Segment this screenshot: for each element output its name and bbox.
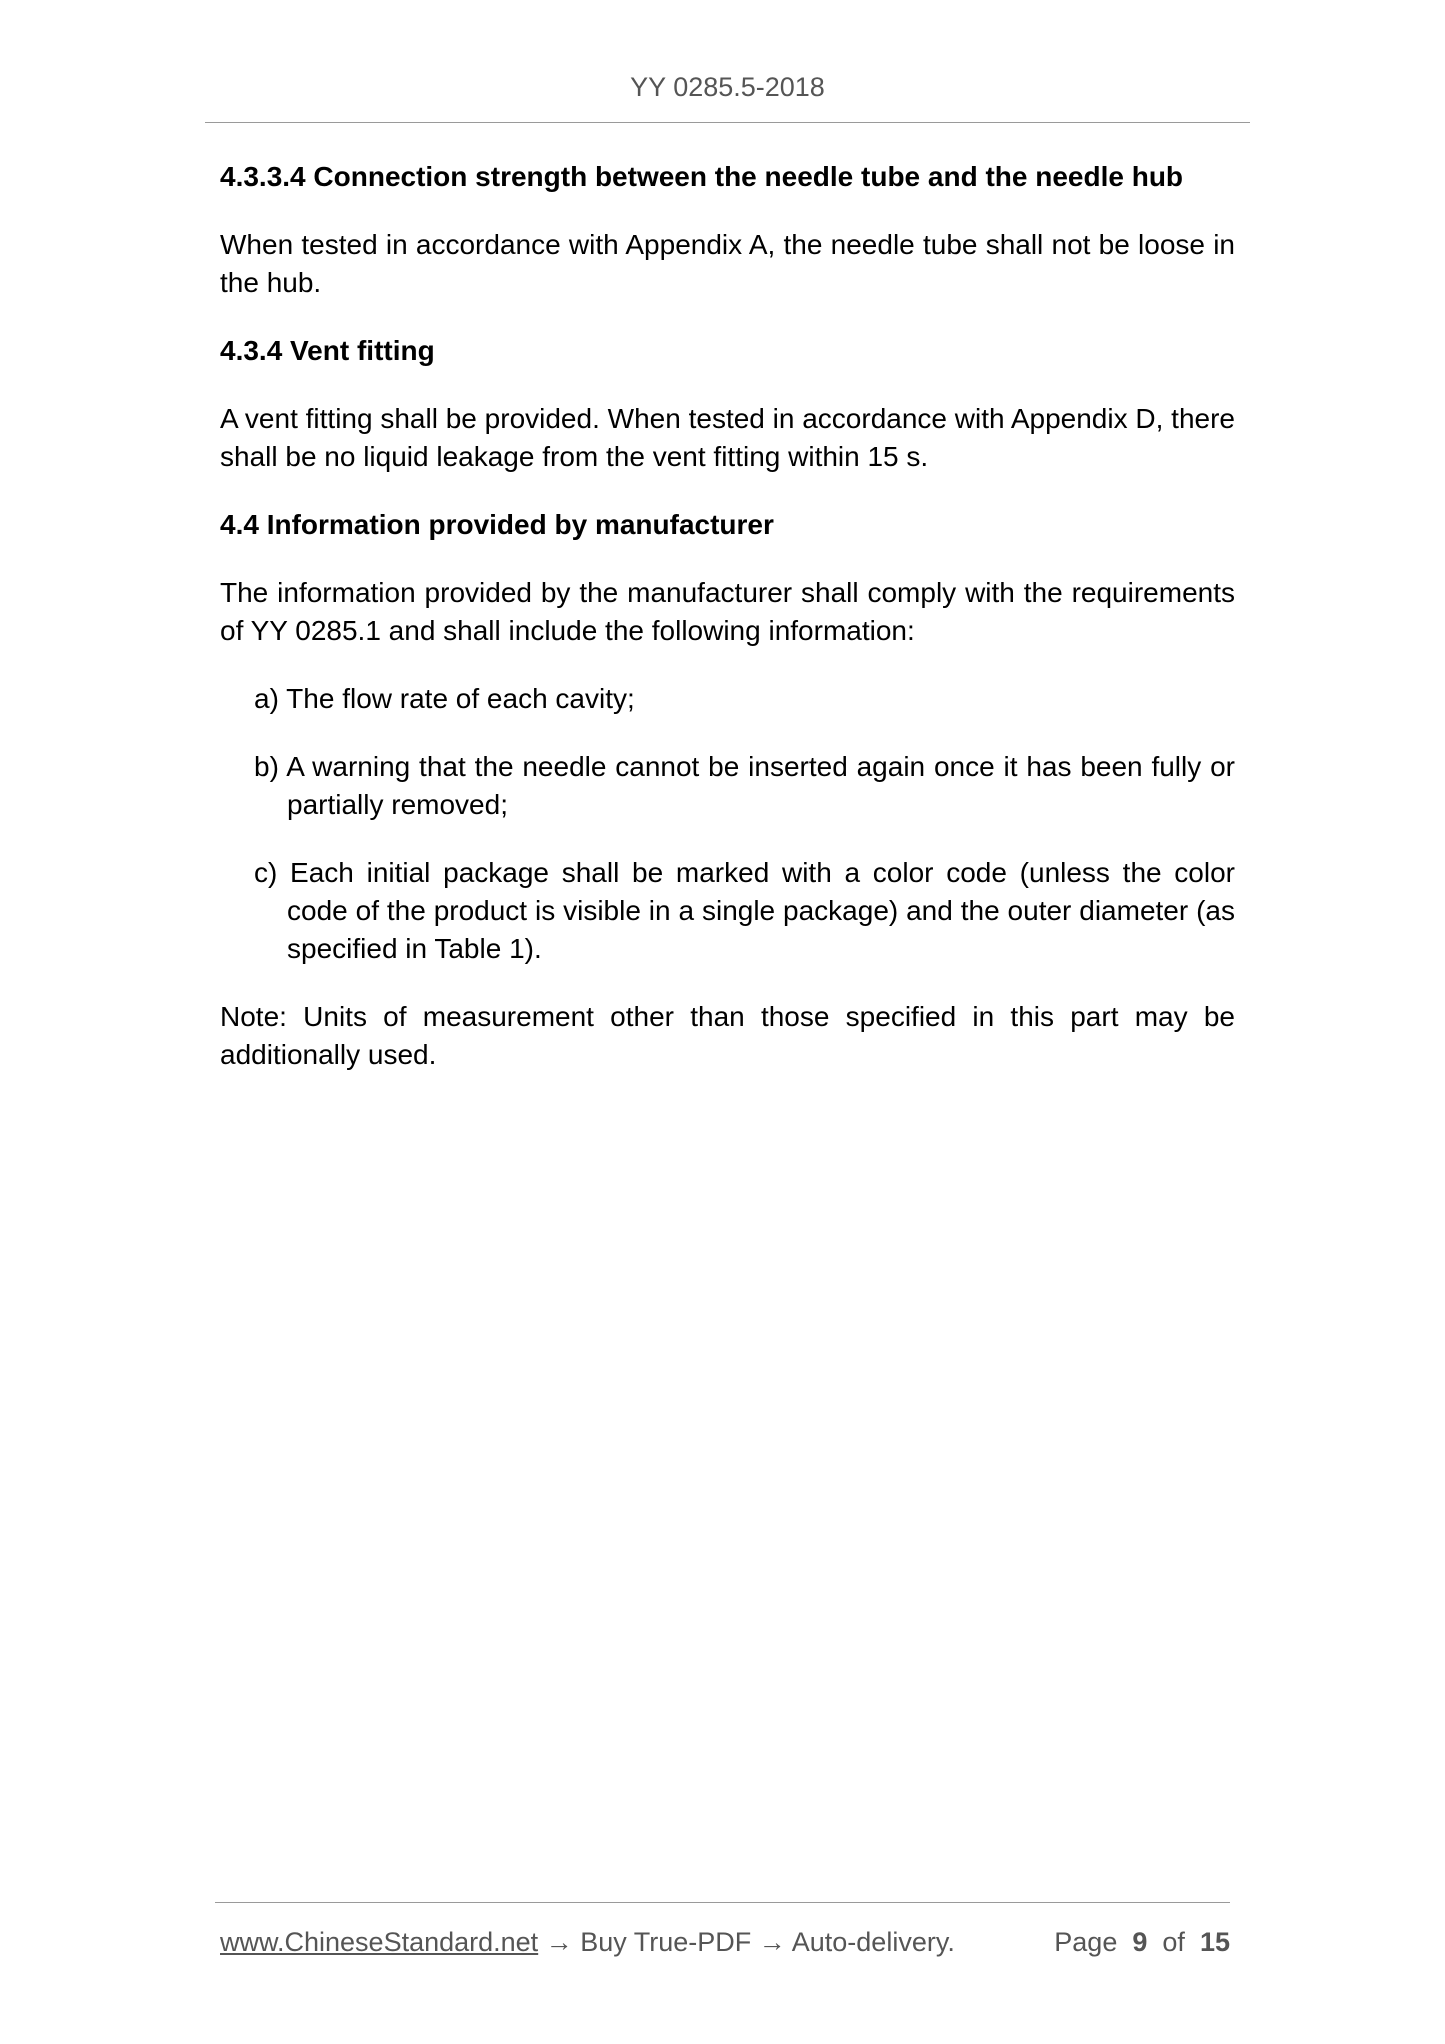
page-indicator — [1054, 1924, 1230, 1960]
list-item-a: a) The flow rate of each cavity; — [254, 683, 635, 714]
page-total: 15 — [1199, 1927, 1230, 1957]
footer-promo — [220, 1924, 955, 1960]
section-4-3-4-text: A vent fitting shall be provided. When tested in accordance with Appendix D, there shall be no liquid leakage from the vent fitting within 15 s. — [220, 403, 1235, 472]
document-code-header: YY 0285.5-2018 — [630, 72, 825, 102]
chinesestandard-link[interactable]: www.ChineseStandard.net — [220, 1927, 539, 1957]
footer-divider — [215, 1902, 1230, 1903]
section-4-4-text: The information provided by the manufacturer shall comply with the requirements of YY 0285.1 and shall include the following information: — [220, 577, 1235, 646]
section-4-3-3-4-heading: 4.3.3.4 Connection strength between the needle tube and the needle hub — [220, 161, 1184, 192]
page-number: 9 — [1132, 1927, 1148, 1957]
of-label: of — [1162, 1927, 1185, 1957]
section-4-4-heading: 4.4 Information provided by manufacturer — [220, 509, 774, 540]
list-item-b: b) A warning that the needle cannot be inserted again once it has been fully or partially removed; — [254, 751, 1235, 820]
section-4-3-3-4-text: When tested in accordance with Appendix A, the needle tube shall not be loose in the hub. — [220, 229, 1235, 298]
note-text: Note: Units of measurement other than those specified in this part may be additionally used. — [220, 1001, 1235, 1070]
list-item-c: c) Each initial package shall be marked with a color code (unless the color code of the product is visible in a single package) and the outer diameter (as specified in Table 1). — [254, 857, 1235, 964]
footer-promo-text: → Buy True-PDF → Auto-delivery. — [545, 1927, 955, 1957]
document-body — [220, 158, 1235, 1104]
header-divider — [205, 122, 1250, 123]
page-label: Page — [1054, 1927, 1118, 1957]
section-4-3-4-heading: 4.3.4 Vent fitting — [220, 335, 435, 366]
